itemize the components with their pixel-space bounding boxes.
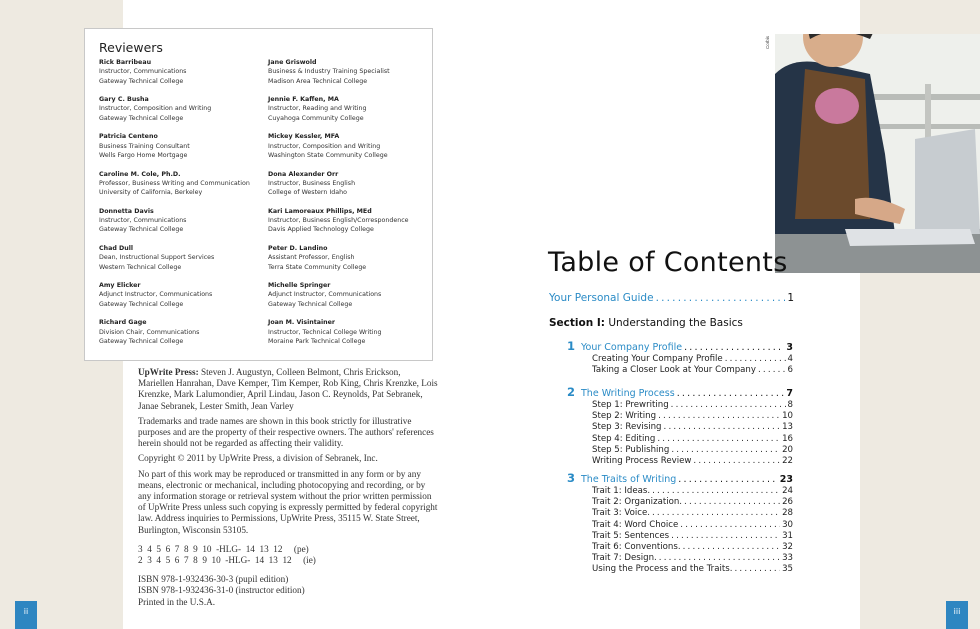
toc-page-number: 26 xyxy=(782,497,793,508)
isbn-instructor: ISBN 978-1-932436-31-0 (instructor edition) xyxy=(138,585,305,596)
reviewers-left-column xyxy=(99,58,264,356)
reviewer-entry xyxy=(99,95,264,132)
reviewer-entry xyxy=(268,170,433,207)
chapter-number: 2 xyxy=(567,385,576,399)
toc-entry-label: Step 5: Publishing xyxy=(592,444,670,455)
print-codes xyxy=(138,544,438,566)
reviewers-title: Reviewers xyxy=(99,40,163,55)
toc-subentry[interactable] xyxy=(592,508,793,518)
toc-page-number: 10 xyxy=(782,411,793,422)
chapter-number: 3 xyxy=(567,471,576,485)
reviewer-org: Gateway Technical College xyxy=(99,300,184,308)
toc-page-number: 16 xyxy=(782,433,793,444)
toc-page-number: 22 xyxy=(782,456,793,466)
toc-chapter-3[interactable] xyxy=(567,471,793,485)
print-code-ie: 2 3 4 5 6 7 8 9 10 -HLG- 14 13 12 (ie) xyxy=(138,555,316,566)
toc-entry-label: Using the Process and the Traits. xyxy=(592,564,733,575)
toc-entry-label: Trait 2: Organization. xyxy=(592,497,683,508)
reviewer-role: Business Training Consultant xyxy=(99,142,190,150)
toc-subentry[interactable] xyxy=(592,400,793,410)
trademarks-notice: Trademarks and trade names are shown in this book strictly for illustrative purposes and are the property of their respective owners. The authors' references herein should not be regarded as affecting their validity. xyxy=(138,415,434,449)
toc-page-number: 6 xyxy=(787,365,793,376)
reviewer-name: Dona Alexander Orr xyxy=(268,170,339,178)
toc-personal-guide[interactable] xyxy=(549,292,794,304)
reviewer-org: University of California, Berkeley xyxy=(99,189,203,197)
toc-subentry[interactable] xyxy=(592,486,793,496)
toc-subentry[interactable] xyxy=(592,354,793,364)
reviewer-entry xyxy=(99,170,264,207)
leader-dots xyxy=(656,292,786,304)
toc-entry-label: Writing Process Review xyxy=(592,456,692,466)
toc-entry-label: Trait 3: Voice. xyxy=(592,508,650,519)
reviewer-org: Terra State Community College xyxy=(268,263,367,271)
leader-dots xyxy=(683,542,780,552)
leader-dots xyxy=(652,508,780,518)
reviewer-role: Instructor, Composition and Writing xyxy=(268,142,381,150)
reviewer-role: Instructor, Communications xyxy=(99,68,187,76)
toc-page-number: 7 xyxy=(786,388,793,399)
chapter-title: The Traits of Writing xyxy=(581,474,677,485)
reviewer-entry xyxy=(268,318,433,355)
reviewer-name: Richard Gage xyxy=(99,319,147,327)
toc-page-number: 24 xyxy=(782,486,793,496)
leader-dots xyxy=(734,564,780,574)
leader-dots xyxy=(658,411,780,421)
leader-dots xyxy=(684,342,784,353)
leader-dots xyxy=(671,400,786,410)
reviewer-role: Instructor, Technical College Writing xyxy=(268,328,382,336)
toc-subentry[interactable] xyxy=(592,520,793,530)
reviewer-role: Instructor, Business English xyxy=(268,179,356,187)
toc-entry-label: Step 1: Prewriting xyxy=(592,400,669,410)
reviewer-role: Assistant Professor, English xyxy=(268,254,355,262)
leader-dots xyxy=(657,434,780,444)
reviewer-entry xyxy=(268,132,433,169)
toc-page-number: 30 xyxy=(782,519,793,530)
toc-subentry[interactable] xyxy=(592,434,793,444)
toc-page-number: 20 xyxy=(782,444,793,455)
section-label: Section I: xyxy=(549,317,605,329)
photo-credit: Corbis xyxy=(765,36,770,50)
toc-entry-label: Trait 4: Word Choice xyxy=(592,519,679,530)
leader-dots xyxy=(725,354,786,364)
reviewer-org: Washington State Community College xyxy=(268,151,388,159)
reviewer-name: Gary C. Busha xyxy=(99,96,149,104)
toc-subentry[interactable] xyxy=(592,411,793,421)
toc-chapter-1[interactable] xyxy=(567,339,793,353)
reviewer-entry xyxy=(268,58,433,95)
staff-names: Steven J. Augustyn, Colleen Belmont, Chris Erickson, Mariellen Hanrahan, Dave Kemper, Tim Kemper, Rob King, Chris Krenzke, Lois Krenzke, Mark Lalumondier, April Lindau, Jason C. Reynolds, Pat Sebranek, Janae Sebranek, Lester Smith, Jean Varley xyxy=(138,367,438,411)
reviewer-entry xyxy=(268,244,433,281)
toc-subentry[interactable] xyxy=(592,365,793,375)
reviewer-role: Professor, Business Writing and Communication xyxy=(99,179,250,187)
chapter-number: 1 xyxy=(567,339,576,353)
reviewer-name: Mickey Kessler, MFA xyxy=(268,133,340,141)
toc-entry-label: Trait 6: Conventions. xyxy=(592,542,681,552)
page-number-right: iii xyxy=(946,601,968,629)
toc-entry-label: Taking a Closer Look at Your Company xyxy=(592,365,756,376)
section-title: Understanding the Basics xyxy=(604,317,743,329)
reviewer-role: Instructor, Reading and Writing xyxy=(268,105,367,113)
reviewer-role: Adjunct Instructor, Communications xyxy=(268,291,382,299)
reviewer-entry xyxy=(268,281,433,318)
permissions-notice: No part of this work may be reproduced or transmitted in any form or by any means, electronic or mechanical, including photocopying and recording, or by any information storage or retrieval system without the prior written permission of UpWrite Press unless such copying is expressly permitted by federal copyright law. Address inquiries to Permissions, UpWrite Press, 35115 W. State Street, Burlington, Wisconsin 53105. xyxy=(138,468,438,535)
reviewer-org: Gateway Technical College xyxy=(99,77,184,85)
reviewer-name: Chad Dull xyxy=(99,244,134,252)
reviewer-name: Rick Barribeau xyxy=(99,59,152,66)
photo-illustration xyxy=(775,34,980,273)
leader-dots xyxy=(664,422,781,432)
toc-subentry[interactable] xyxy=(592,542,793,552)
toc-entry-label: Your Personal Guide xyxy=(549,292,654,304)
reviewer-entry xyxy=(99,207,264,244)
leader-dots xyxy=(693,456,780,466)
reviewer-org: Western Technical College xyxy=(99,263,182,271)
toc-subentry[interactable] xyxy=(592,531,793,541)
toc-subentry[interactable] xyxy=(592,422,793,432)
toc-page-number: 35 xyxy=(782,564,793,575)
leader-dots xyxy=(758,365,786,375)
reviewer-name: Jennie F. Kaffen, MA xyxy=(268,96,339,104)
reviewer-name: Kari Lamoreaux Phillips, MEd xyxy=(268,207,372,215)
toc-page-number: 32 xyxy=(782,542,793,552)
toc-page-number: 28 xyxy=(782,508,793,519)
leader-dots xyxy=(677,388,785,399)
printed-in: Printed in the U.S.A. xyxy=(138,596,216,607)
leader-dots xyxy=(659,553,780,563)
leader-dots xyxy=(678,474,778,485)
reviewer-role: Business & Industry Training Specialist xyxy=(268,68,390,76)
isbn-block xyxy=(138,574,438,608)
toc-entry-label: Trait 1: Ideas. xyxy=(592,486,651,496)
toc-page-number: 13 xyxy=(782,422,793,433)
reviewer-role: Division Chair, Communications xyxy=(99,328,200,336)
reviewer-org: Gateway Technical College xyxy=(268,300,353,308)
toc-entry-label: Trait 7: Design. xyxy=(592,553,657,564)
chapter-title: The Writing Process xyxy=(581,388,675,399)
toc-page-number: 33 xyxy=(782,553,793,564)
toc-subentry[interactable] xyxy=(592,445,793,455)
toc-entry-label: Creating Your Company Profile xyxy=(592,354,723,364)
reviewer-org: Wells Fargo Home Mortgage xyxy=(99,151,188,159)
toc-chapter-2[interactable] xyxy=(567,385,793,399)
credits-block xyxy=(138,367,438,608)
reviewer-role: Instructor, Business English/Correspondence xyxy=(268,217,409,225)
reviewers-right-column xyxy=(268,58,433,356)
leader-dots xyxy=(652,486,780,496)
reviewers-box xyxy=(84,28,433,361)
toc-page-number: 1 xyxy=(787,292,794,304)
page-number-left: ii xyxy=(15,601,37,629)
reviewer-name: Jane Griswold xyxy=(268,59,317,66)
reviewer-name: Michelle Springer xyxy=(268,282,331,290)
reviewer-name: Peter D. Landino xyxy=(268,244,328,252)
staff-label: UpWrite Press: xyxy=(138,367,199,377)
isbn-pupil: ISBN 978-1-932436-30-3 (pupil edition) xyxy=(138,574,289,585)
reviewer-role: Instructor, Communications xyxy=(99,217,187,225)
copyright-line: Copyright © 2011 by UpWrite Press, a division of Sebranek, Inc. xyxy=(138,453,378,464)
toc-entry-label: Trait 5: Sentences xyxy=(592,530,670,541)
reviewer-name: Joan M. Visintainer xyxy=(268,319,336,327)
reviewer-name: Patricia Centeno xyxy=(99,133,158,141)
leader-dots xyxy=(680,520,780,530)
toc-subentry[interactable] xyxy=(592,497,793,507)
print-code-pe: 3 4 5 6 7 8 9 10 -HLG- 14 13 12 (pe) xyxy=(138,543,309,554)
toc-section-heading xyxy=(549,317,743,329)
toc-subentry[interactable] xyxy=(592,456,793,466)
reviewer-name: Amy Elicker xyxy=(99,282,141,290)
reviewer-org: Madison Area Technical College xyxy=(268,77,368,85)
reviewer-role: Dean, Instructional Support Services xyxy=(99,254,215,262)
toc-entry-label: Step 3: Revising xyxy=(592,422,662,433)
reviewer-role: Adjunct Instructor, Communications xyxy=(99,291,213,299)
toc-subentry[interactable] xyxy=(592,553,793,563)
reviewer-org: Davis Applied Technology College xyxy=(268,226,374,234)
toc-entry-label: Step 4: Editing xyxy=(592,433,656,444)
reviewer-org: Gateway Technical College xyxy=(99,226,184,234)
toc-page-number: 4 xyxy=(787,354,793,364)
leader-dots xyxy=(671,531,780,541)
reviewer-org: College of Western Idaho xyxy=(268,189,347,197)
reviewer-org: Cuyahoga Community College xyxy=(268,114,364,122)
reviewer-entry xyxy=(99,244,264,281)
toc-page-number: 3 xyxy=(786,342,793,353)
reviewer-entry xyxy=(99,58,264,95)
chapter-title: Your Company Profile xyxy=(581,342,683,353)
reviewer-name: Donnetta Davis xyxy=(99,207,154,215)
reviewer-entry xyxy=(99,132,264,169)
toc-entry-label: Step 2: Writing xyxy=(592,411,657,422)
reviewer-entry xyxy=(99,281,264,318)
toc-page-number: 8 xyxy=(787,400,793,410)
reviewer-entry xyxy=(268,207,433,244)
toc-page-number: 23 xyxy=(779,474,793,485)
reviewer-org: Gateway Technical College xyxy=(99,337,184,345)
reviewer-entry xyxy=(268,95,433,132)
photo-woman-laptop xyxy=(775,34,980,273)
reviewer-name: Caroline M. Cole, Ph.D. xyxy=(99,170,181,178)
reviewer-org: Moraine Park Technical College xyxy=(268,337,366,345)
reviewer-entry xyxy=(99,318,264,355)
staff-credits xyxy=(138,367,438,412)
toc-subentry[interactable] xyxy=(592,564,793,574)
toc-title: Table of Contents xyxy=(548,247,788,278)
toc-page-number: 31 xyxy=(782,530,793,541)
reviewer-org: Gateway Technical College xyxy=(99,114,184,122)
reviewer-role: Instructor, Composition and Writing xyxy=(99,105,212,113)
leader-dots xyxy=(684,497,780,507)
leader-dots xyxy=(671,445,780,455)
